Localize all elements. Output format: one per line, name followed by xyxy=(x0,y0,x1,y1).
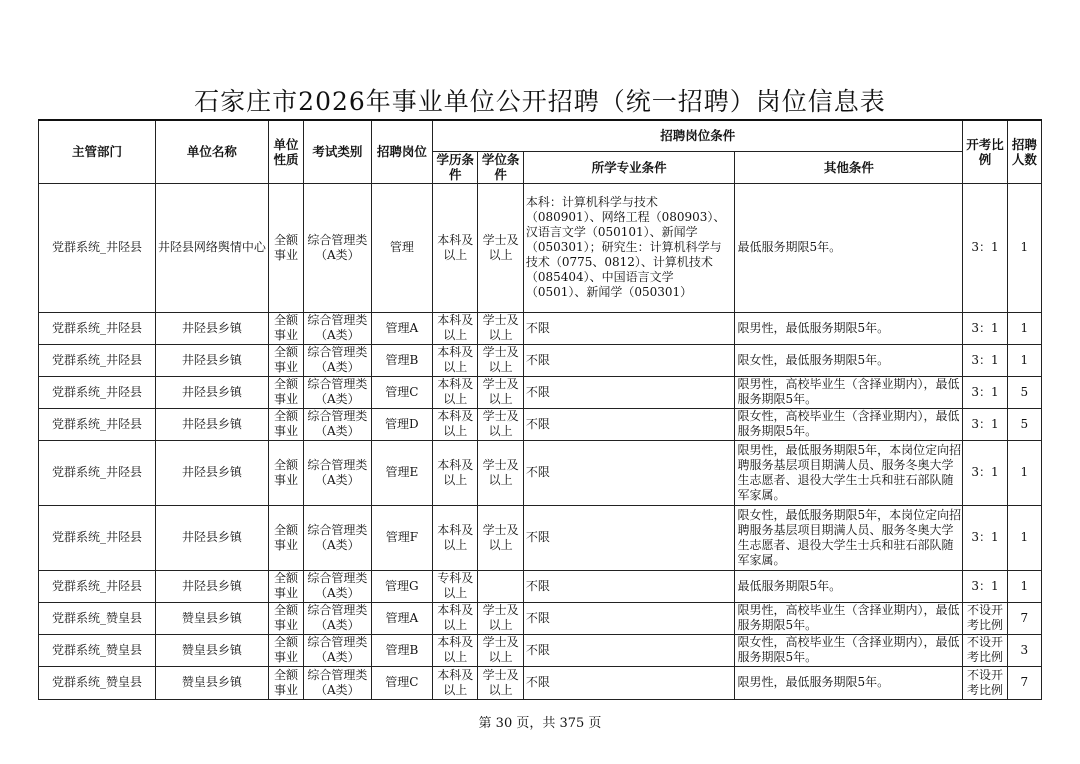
header-nature: 单位性质 xyxy=(268,120,303,183)
dept-cell: 党群系统_井陉县 xyxy=(39,570,156,602)
unit-cell: 井陉县乡镇 xyxy=(155,408,268,440)
table-row xyxy=(39,376,1042,408)
exam-cell: 综合管理类（A类） xyxy=(304,344,372,376)
nature-cell: 全额事业 xyxy=(268,312,303,344)
edu-cell: 本科及以上 xyxy=(433,440,478,505)
header-edu: 学历条件 xyxy=(433,151,478,183)
unit-cell: 赞皇县乡镇 xyxy=(155,634,268,666)
dept-cell: 党群系统_井陉县 xyxy=(39,312,156,344)
exam-cell: 综合管理类（A类） xyxy=(304,183,372,312)
unit-cell: 井陉县乡镇 xyxy=(155,440,268,505)
degree-cell: 学士及以上 xyxy=(478,440,523,505)
header-exam: 考试类别 xyxy=(304,120,372,183)
ratio-cell: 3：1 xyxy=(963,344,1007,376)
edu-cell: 本科及以上 xyxy=(433,505,478,570)
nature-cell: 全额事业 xyxy=(268,440,303,505)
exam-cell: 综合管理类（A类） xyxy=(304,602,372,634)
table-row xyxy=(39,634,1042,666)
ratio-cell: 3：1 xyxy=(963,312,1007,344)
post-cell: 管理E xyxy=(371,440,432,505)
table-row xyxy=(39,312,1042,344)
table-row xyxy=(39,505,1042,570)
ratio-cell: 3：1 xyxy=(963,183,1007,312)
job-info-table xyxy=(38,119,1042,700)
degree-cell: 学士及以上 xyxy=(478,602,523,634)
other-cell: 限男性，最低服务期限5年。 xyxy=(735,666,963,699)
major-cell: 不限 xyxy=(523,666,735,699)
dept-cell: 党群系统_井陉县 xyxy=(39,183,156,312)
nature-cell: 全额事业 xyxy=(268,408,303,440)
unit-cell: 井陉县乡镇 xyxy=(155,312,268,344)
post-cell: 管理B xyxy=(371,634,432,666)
exam-cell: 综合管理类（A类） xyxy=(304,505,372,570)
dept-cell: 党群系统_赞皇县 xyxy=(39,634,156,666)
ratio-cell: 3：1 xyxy=(963,408,1007,440)
table-row xyxy=(39,570,1042,602)
degree-cell: 学士及以上 xyxy=(478,376,523,408)
edu-cell: 本科及以上 xyxy=(433,312,478,344)
ratio-cell: 不设开考比例 xyxy=(963,602,1007,634)
edu-cell: 本科及以上 xyxy=(433,408,478,440)
degree-cell: 学士及以上 xyxy=(478,634,523,666)
other-cell: 限男性，高校毕业生（含择业期内），最低服务期限5年。 xyxy=(735,602,963,634)
nature-cell: 全额事业 xyxy=(268,183,303,312)
nature-cell: 全额事业 xyxy=(268,505,303,570)
exam-cell: 综合管理类（A类） xyxy=(304,666,372,699)
post-cell: 管理 xyxy=(371,183,432,312)
other-cell: 最低服务期限5年。 xyxy=(735,183,963,312)
ratio-cell: 3：1 xyxy=(963,376,1007,408)
nature-cell: 全额事业 xyxy=(268,570,303,602)
post-cell: 管理C xyxy=(371,666,432,699)
count-cell: 3 xyxy=(1007,634,1041,666)
major-cell: 不限 xyxy=(523,344,735,376)
major-cell: 不限 xyxy=(523,505,735,570)
edu-cell: 本科及以上 xyxy=(433,183,478,312)
other-cell: 限女性，高校毕业生（含择业期内），最低服务期限5年。 xyxy=(735,634,963,666)
unit-cell: 井陉县乡镇 xyxy=(155,570,268,602)
header-unit: 单位名称 xyxy=(155,120,268,183)
dept-cell: 党群系统_井陉县 xyxy=(39,376,156,408)
count-cell: 1 xyxy=(1007,570,1041,602)
exam-cell: 综合管理类（A类） xyxy=(304,376,372,408)
nature-cell: 全额事业 xyxy=(268,666,303,699)
degree-cell xyxy=(478,570,523,602)
header-degree: 学位条件 xyxy=(478,151,523,183)
count-cell: 7 xyxy=(1007,602,1041,634)
degree-cell: 学士及以上 xyxy=(478,408,523,440)
dept-cell: 党群系统_井陉县 xyxy=(39,505,156,570)
exam-cell: 综合管理类（A类） xyxy=(304,440,372,505)
count-cell: 1 xyxy=(1007,183,1041,312)
edu-cell: 专科及以上 xyxy=(433,570,478,602)
major-cell: 不限 xyxy=(523,602,735,634)
degree-cell: 学士及以上 xyxy=(478,312,523,344)
ratio-cell: 不设开考比例 xyxy=(963,634,1007,666)
edu-cell: 本科及以上 xyxy=(433,376,478,408)
post-cell: 管理A xyxy=(371,312,432,344)
post-cell: 管理C xyxy=(371,376,432,408)
major-cell: 不限 xyxy=(523,634,735,666)
header-count: 招聘人数 xyxy=(1007,120,1041,183)
major-cell: 本科：计算机科学与技术（080901）、网络工程（080903）、汉语言文学（050101）、新闻学（050301）；研究生：计算机科学与技术（0775、0812）、计算机技术（085404）、中国语言文学（0501）、新闻学（050301） xyxy=(523,183,735,312)
post-cell: 管理F xyxy=(371,505,432,570)
ratio-cell: 3：1 xyxy=(963,505,1007,570)
edu-cell: 本科及以上 xyxy=(433,344,478,376)
post-cell: 管理G xyxy=(371,570,432,602)
dept-cell: 党群系统_井陉县 xyxy=(39,344,156,376)
count-cell: 1 xyxy=(1007,312,1041,344)
exam-cell: 综合管理类（A类） xyxy=(304,634,372,666)
page-title: 石家庄市2026年事业单位公开招聘（统一招聘）岗位信息表 xyxy=(194,87,886,116)
post-cell: 管理D xyxy=(371,408,432,440)
header-ratio: 开考比例 xyxy=(963,120,1007,183)
nature-cell: 全额事业 xyxy=(268,344,303,376)
ratio-cell: 不设开考比例 xyxy=(963,666,1007,699)
other-cell: 限女性，最低服务期限5年，本岗位定向招聘服务基层项目期满人员、服务冬奥大学生志愿者、退役大学生士兵和驻石部队随军家属。 xyxy=(735,505,963,570)
unit-cell: 井陉县乡镇 xyxy=(155,376,268,408)
unit-cell: 井陉县乡镇 xyxy=(155,505,268,570)
degree-cell: 学士及以上 xyxy=(478,344,523,376)
other-cell: 限男性，最低服务期限5年。 xyxy=(735,312,963,344)
nature-cell: 全额事业 xyxy=(268,376,303,408)
exam-cell: 综合管理类（A类） xyxy=(304,408,372,440)
major-cell: 不限 xyxy=(523,376,735,408)
degree-cell: 学士及以上 xyxy=(478,183,523,312)
count-cell: 5 xyxy=(1007,376,1041,408)
table-row xyxy=(39,344,1042,376)
unit-cell: 赞皇县乡镇 xyxy=(155,602,268,634)
count-cell: 5 xyxy=(1007,408,1041,440)
other-cell: 限女性，高校毕业生（含择业期内），最低服务期限5年。 xyxy=(735,408,963,440)
header-dept: 主管部门 xyxy=(39,120,156,183)
major-cell: 不限 xyxy=(523,440,735,505)
degree-cell: 学士及以上 xyxy=(478,505,523,570)
page-footer: 第 30 页，共 375 页 xyxy=(478,716,602,731)
edu-cell: 本科及以上 xyxy=(433,602,478,634)
ratio-cell: 3：1 xyxy=(963,570,1007,602)
edu-cell: 本科及以上 xyxy=(433,666,478,699)
edu-cell: 本科及以上 xyxy=(433,634,478,666)
table-row xyxy=(39,602,1042,634)
count-cell: 1 xyxy=(1007,440,1041,505)
dept-cell: 党群系统_赞皇县 xyxy=(39,602,156,634)
dept-cell: 党群系统_井陉县 xyxy=(39,408,156,440)
major-cell: 不限 xyxy=(523,408,735,440)
other-cell: 限男性，最低服务期限5年，本岗位定向招聘服务基层项目期满人员、服务冬奥大学生志愿者、退役大学生士兵和驻石部队随军家属。 xyxy=(735,440,963,505)
unit-cell: 井陉县网络舆情中心 xyxy=(155,183,268,312)
exam-cell: 综合管理类（A类） xyxy=(304,570,372,602)
other-cell: 最低服务期限5年。 xyxy=(735,570,963,602)
ratio-cell: 3：1 xyxy=(963,440,1007,505)
nature-cell: 全额事业 xyxy=(268,602,303,634)
unit-cell: 赞皇县乡镇 xyxy=(155,666,268,699)
table-row xyxy=(39,183,1042,312)
count-cell: 1 xyxy=(1007,344,1041,376)
table-row xyxy=(39,440,1042,505)
post-cell: 管理B xyxy=(371,344,432,376)
other-cell: 限女性，最低服务期限5年。 xyxy=(735,344,963,376)
dept-cell: 党群系统_赞皇县 xyxy=(39,666,156,699)
degree-cell: 学士及以上 xyxy=(478,666,523,699)
unit-cell: 井陉县乡镇 xyxy=(155,344,268,376)
other-cell: 限男性，高校毕业生（含择业期内），最低服务期限5年。 xyxy=(735,376,963,408)
count-cell: 1 xyxy=(1007,505,1041,570)
table-row xyxy=(39,666,1042,699)
header-conditions: 招聘岗位条件 xyxy=(433,120,963,151)
exam-cell: 综合管理类（A类） xyxy=(304,312,372,344)
dept-cell: 党群系统_井陉县 xyxy=(39,440,156,505)
table-row xyxy=(39,408,1042,440)
header-other: 其他条件 xyxy=(735,151,963,183)
header-major: 所学专业条件 xyxy=(523,151,735,183)
post-cell: 管理A xyxy=(371,602,432,634)
major-cell: 不限 xyxy=(523,570,735,602)
nature-cell: 全额事业 xyxy=(268,634,303,666)
header-post: 招聘岗位 xyxy=(371,120,432,183)
count-cell: 7 xyxy=(1007,666,1041,699)
major-cell: 不限 xyxy=(523,312,735,344)
